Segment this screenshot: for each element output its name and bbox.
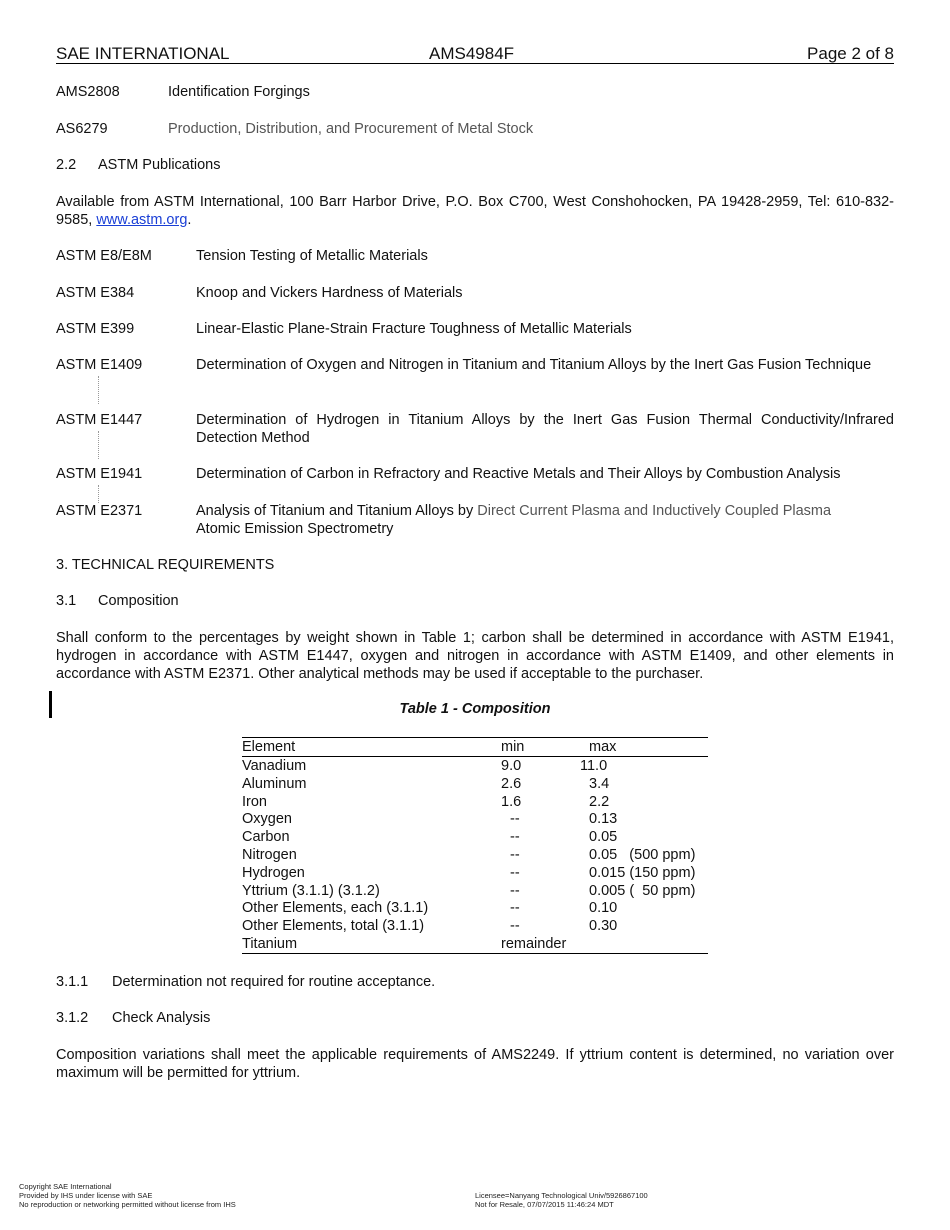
table-cell-element: Aluminum	[242, 775, 307, 792]
ref-title: Knoop and Vickers Hardness of Materials	[196, 285, 463, 301]
table-cell-min: --	[510, 864, 520, 881]
table-header-rule	[242, 756, 708, 757]
section-heading: 3. TECHNICAL REQUIREMENTS	[56, 557, 275, 573]
astm-availability-paragraph: Available from ASTM International, 100 Barr Harbor Drive, P.O. Box C700, West Conshohocken, PA 19428-2959, Tel: 610-832-9585, www.astm.org.	[56, 194, 894, 228]
table-cell-min: 1.6	[501, 793, 522, 810]
table-cell-max: 0.13	[589, 811, 618, 828]
ref-code: AS6279	[56, 121, 108, 137]
header-doc-number: AMS4984F	[429, 44, 515, 63]
table-cell-element: Iron	[242, 793, 267, 810]
table-cell-max: 0.10	[589, 900, 618, 917]
change-marker-dots	[98, 431, 99, 459]
ref-code: ASTM E2371	[56, 503, 143, 519]
ref-title: Determination of Hydrogen in Titanium Alloys by the Inert Gas Fusion Thermal Conductivity/Infrared Detection Method	[196, 412, 894, 446]
table-cell-min: --	[510, 811, 520, 828]
table-cell-element: Other Elements, total (3.1.1)	[242, 918, 425, 935]
ref-title: Linear-Elastic Plane-Strain Fracture Toughness of Metallic Materials	[196, 321, 632, 337]
table-cell-max: 0.30	[589, 918, 618, 935]
table-top-rule	[242, 737, 708, 738]
table-cell-max: 11.0	[580, 758, 608, 774]
section-number: 3.1.2	[56, 1010, 89, 1026]
composition-paragraph: Shall conform to the percentages by weight shown in Table 1; carbon shall be determined in accordance with ASTM E1941, hydrogen in accordance with ASTM E1447, oxygen and nitrogen in accordance with ASTM E1409, and other elements in accordance with ASTM E2371. Other analytical methods may be used if acceptable to the purchaser.	[56, 630, 894, 682]
table-cell-element: Other Elements, each (3.1.1)	[242, 900, 429, 917]
ref-code: ASTM E1941	[56, 466, 143, 482]
ref-code: ASTM E8/E8M	[56, 248, 152, 264]
header-rule	[56, 63, 894, 64]
table-caption: Table 1 - Composition	[399, 701, 551, 717]
table-cell-min: --	[510, 882, 520, 899]
section-title: Determination not required for routine acceptance.	[112, 974, 436, 990]
table-cell-element: Titanium	[242, 936, 298, 952]
table-cell-max: 0.015 (150 ppm)	[589, 864, 696, 881]
section-title: Check Analysis	[112, 1010, 211, 1026]
table-cell-max: 2.2	[589, 793, 610, 810]
header-org: SAE INTERNATIONAL	[56, 44, 230, 63]
table-cell-max: 0.005 ( 50 ppm)	[589, 882, 696, 899]
ref-code: ASTM E1409	[56, 357, 143, 373]
table-cell-element: Nitrogen	[242, 847, 297, 863]
change-marker-dots	[98, 485, 99, 503]
ref-title: Determination of Carbon in Refractory and Reactive Metals and Their Alloys by Combustion Analysis	[196, 466, 841, 482]
table-cell-max: 3.4	[589, 775, 610, 792]
ref-code: ASTM E384	[56, 285, 135, 301]
section-title: Composition	[98, 593, 179, 609]
table-cell-element: Vanadium	[242, 758, 307, 774]
table-cell-element: Yttrium (3.1.1) (3.1.2)	[242, 882, 380, 899]
header-page-number: Page 2 of 8	[807, 44, 894, 63]
section-number: 2.2	[56, 157, 77, 173]
footer-left: Copyright SAE International Provided by IHS under license with SAE No reproduction or networking permitted without license from IHS	[19, 1182, 236, 1209]
table-bottom-rule	[242, 953, 708, 954]
table-cell-max: 0.05	[589, 829, 618, 846]
table-cell-element: Hydrogen	[242, 864, 305, 881]
ref-title: Determination of Oxygen and Nitrogen in Titanium and Titanium Alloys by the Inert Gas Fusion Technique	[196, 357, 872, 373]
ref-code: AMS2808	[56, 84, 120, 100]
footer-right: Licensee=Nanyang Technological Univ/5926867100 Not for Resale, 07/07/2015 11:46:24 MDT	[475, 1191, 648, 1209]
table-cell-element: Oxygen	[242, 811, 292, 828]
table-cell-min: --	[510, 918, 520, 935]
ref-code: ASTM E1447	[56, 412, 143, 428]
table-cell-max: 0.05 (500 ppm)	[589, 847, 696, 863]
ref-title: Production, Distribution, and Procurement of Metal Stock	[168, 121, 534, 137]
section-title: ASTM Publications	[98, 157, 221, 173]
table-cell-min: 2.6	[501, 775, 522, 792]
ref-code: ASTM E399	[56, 321, 135, 337]
table-cell-element: Carbon	[242, 829, 290, 846]
table-header-max: max	[589, 739, 617, 755]
ref-title: Identification Forgings	[168, 84, 310, 100]
change-marker-dots	[98, 376, 99, 404]
ref-title: Analysis of Titanium and Titanium Alloys by Direct Current Plasma and Inductively Coupled Plasma Atomic Emission Spectrometry	[196, 503, 832, 537]
table-header-element: Element	[242, 739, 296, 755]
table-cell-min: --	[510, 829, 520, 846]
table-cell-min: --	[510, 847, 520, 863]
table-header-min: min	[501, 739, 525, 755]
check-analysis-paragraph: Composition variations shall meet the applicable requirements of AMS2249. If yttrium content is determined, no variation over maximum will be permitted for yttrium.	[56, 1047, 894, 1081]
table-cell-min: --	[510, 900, 520, 917]
table-cell-min: remainder	[501, 936, 567, 952]
astm-website-link[interactable]: www.astm.org	[96, 212, 188, 228]
section-number: 3.1	[56, 593, 77, 609]
ref-title: Tension Testing of Metallic Materials	[196, 248, 428, 264]
section-number: 3.1.1	[56, 974, 89, 990]
table-cell-min: 9.0	[501, 758, 522, 774]
